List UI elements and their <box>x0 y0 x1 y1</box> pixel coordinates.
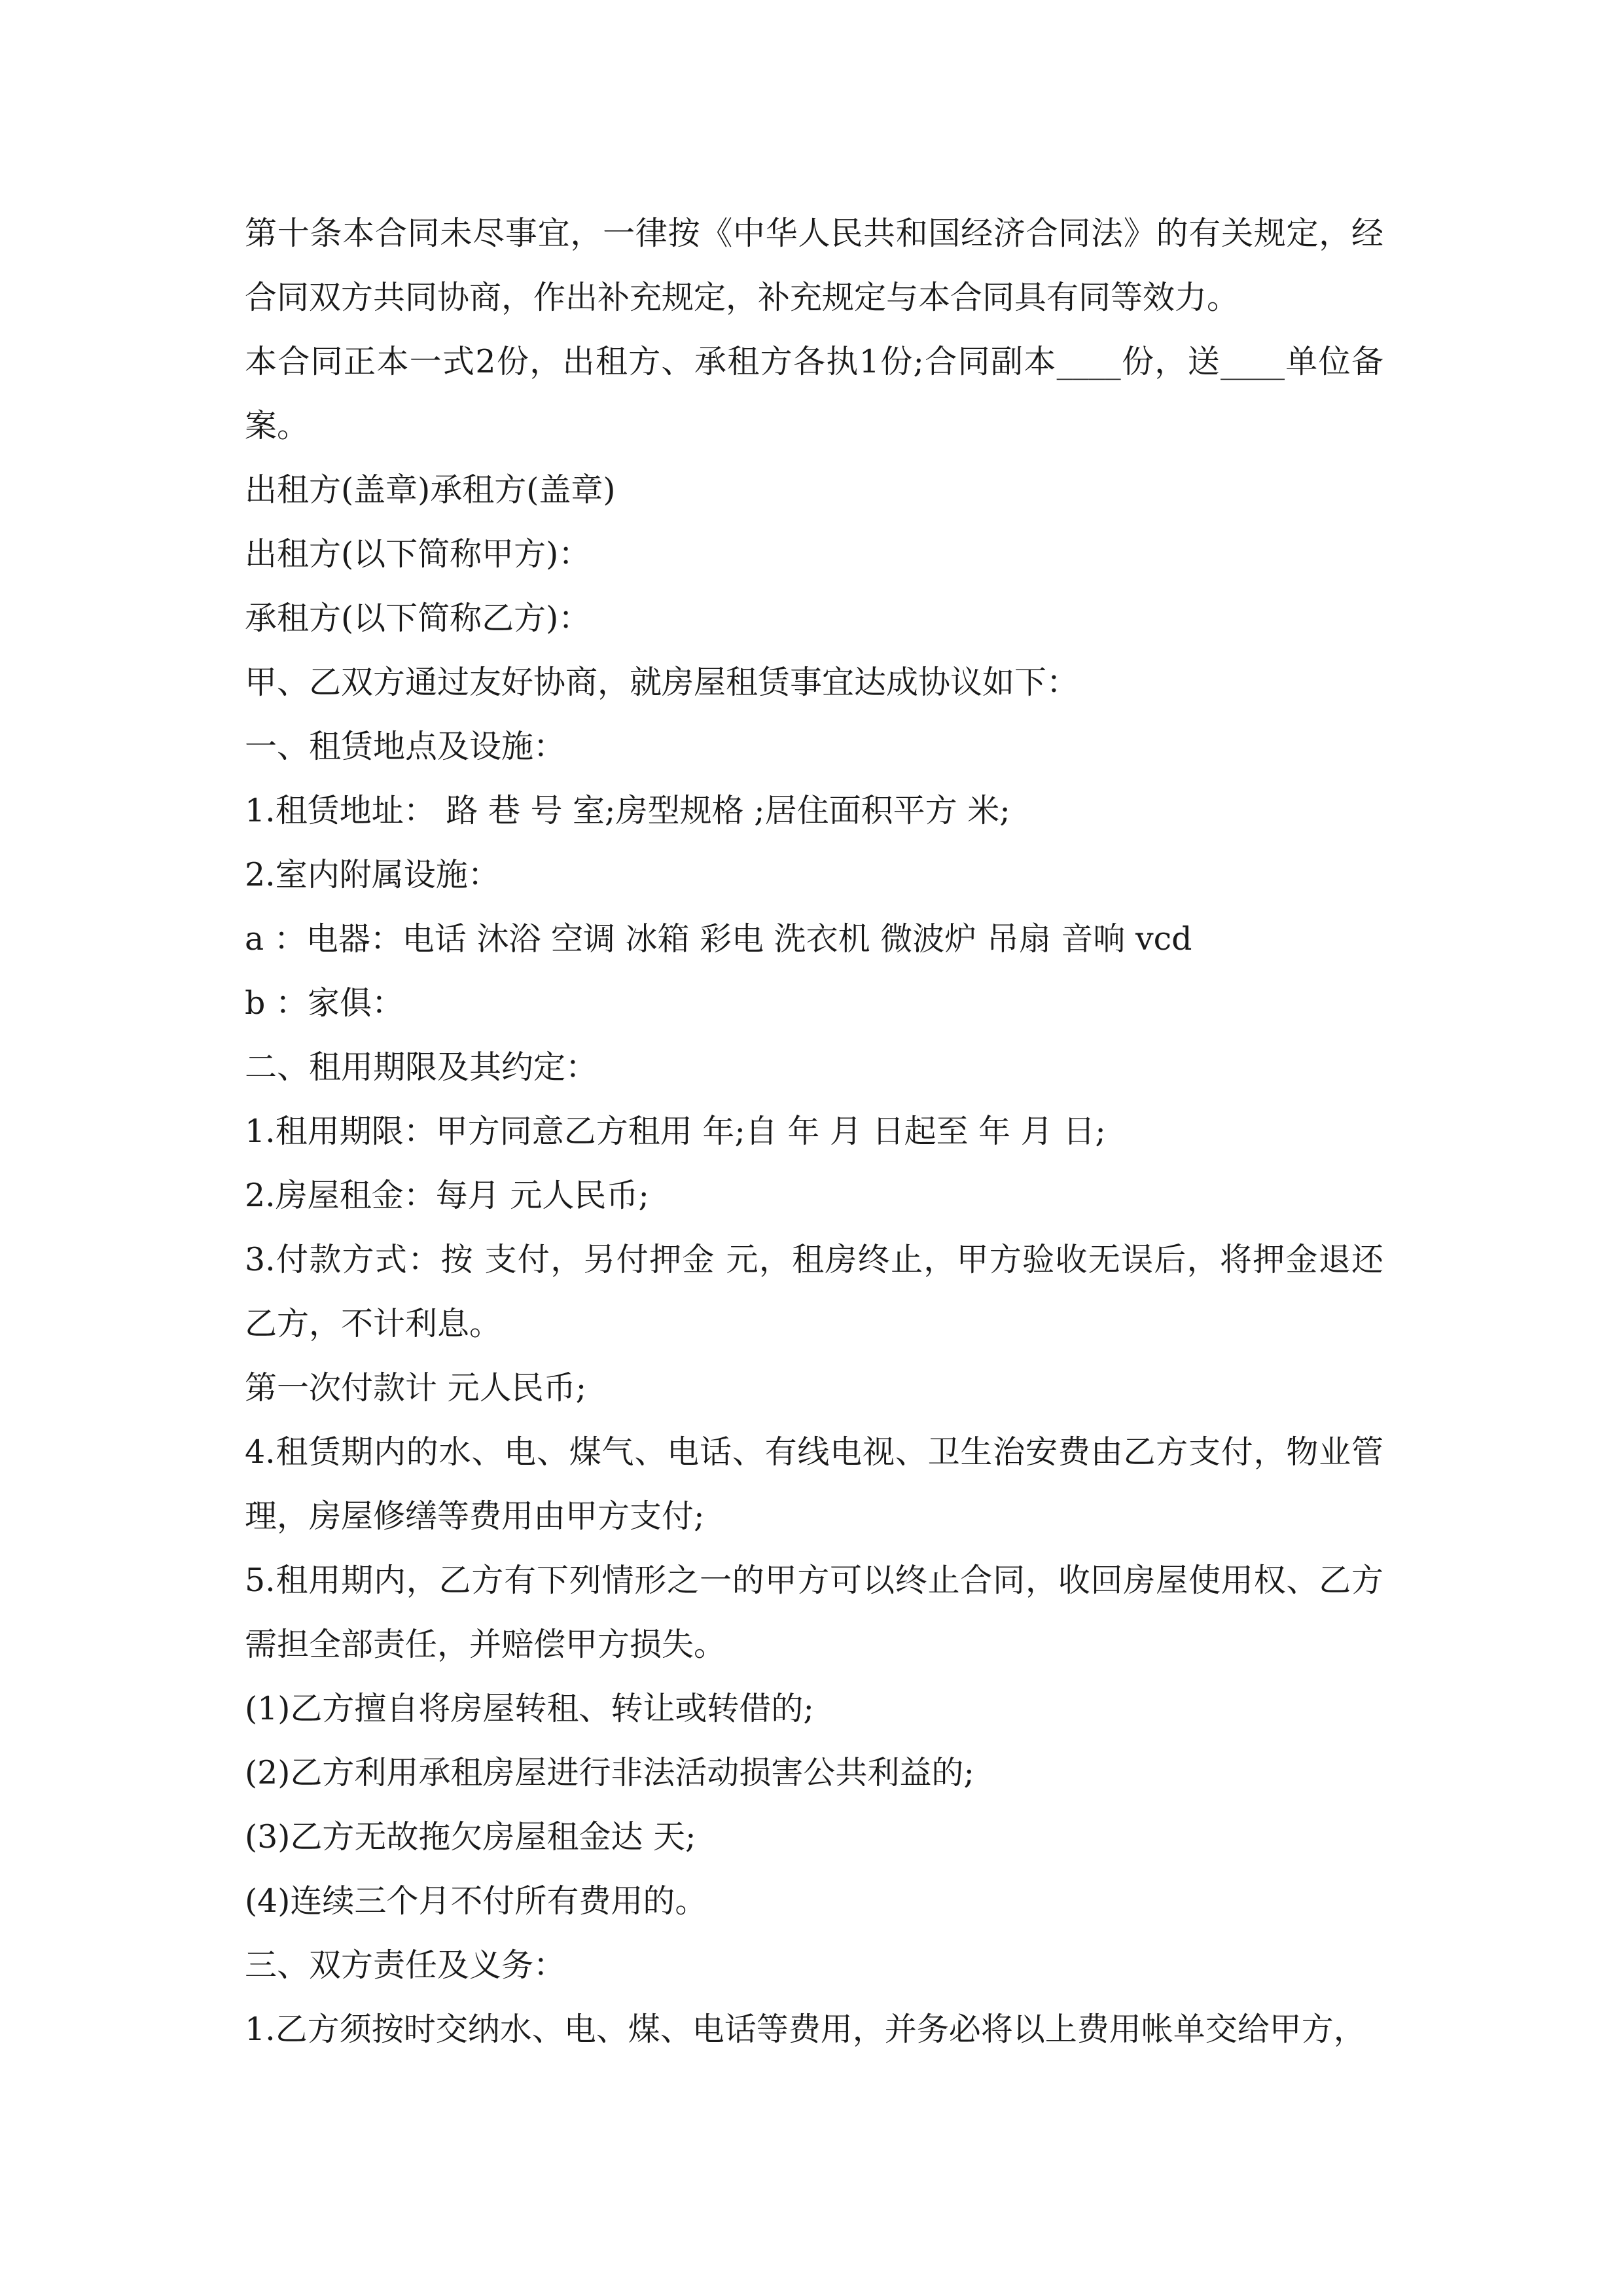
paragraph-address: 1.租赁地址： 路 巷 号 室;房型规格 ;居住面积平方 米; <box>245 792 1010 829</box>
paragraph-agreement-intro: 甲、乙双方通过友好协商，就房屋租赁事宜达成协议如下： <box>245 664 1079 701</box>
paragraph-utilities: 4.租赁期内的水、电、煤气、电话、有线电视、卫生治安费由乙方支付，物业管理，房屋修缮等费用由甲方支付; <box>245 1433 1383 1535</box>
paragraph-condition-2: (2)乙方利用承租房屋进行非法活动损害公共利益的; <box>245 1754 974 1791</box>
paragraph-lessor: 出租方(以下简称甲方)： <box>245 535 591 573</box>
paragraph-term: 1.租用期限：甲方同意乙方租用 年;自 年 月 日起至 年 月 日; <box>245 1113 1106 1150</box>
paragraph-condition-1: (1)乙方擅自将房屋转租、转让或转借的; <box>245 1690 814 1727</box>
paragraph-termination: 5.租用期内，乙方有下列情形之一的甲方可以终止合同，收回房屋使用权、乙方需担全部责任，并赔偿甲方损失。 <box>245 1562 1383 1663</box>
contract-text <box>245 202 1383 2062</box>
paragraph-duty-1: 1.乙方须按时交纳水、电、煤、电话等费用，并务必将以上费用帐单交给甲方， <box>245 2011 1366 2048</box>
section-heading-term: 二、租用期限及其约定： <box>245 1049 598 1086</box>
section-heading-duties: 三、双方责任及义务： <box>245 1946 566 1984</box>
paragraph-seal-line: 出租方(盖章)承租方(盖章) <box>245 471 616 509</box>
paragraph-payment: 3.付款方式：按 支付，另付押金 元，租房终止，甲方验收无误后，将押金退还乙方，不计利息。 <box>245 1241 1383 1342</box>
paragraph-appliances: a ：电器：电话 沐浴 空调 冰箱 彩电 洗衣机 微波炉 吊扇 音响 vcd <box>245 920 1192 958</box>
paragraph-facilities: 2.室内附属设施： <box>245 856 500 893</box>
paragraph-condition-3: (3)乙方无故拖欠房屋租金达 天; <box>245 1818 696 1856</box>
paragraph-first-payment: 第一次付款计 元人民币; <box>245 1369 587 1407</box>
paragraph-article-ten: 第十条本合同未尽事宜，一律按《中华人民共和国经济合同法》的有关规定，经合同双方共同协商，作出补充规定，补充规定与本合同具有同等效力。 <box>245 215 1383 316</box>
section-heading-location: 一、租赁地点及设施： <box>245 728 566 765</box>
paragraph-rent: 2.房屋租金：每月 元人民币; <box>245 1177 649 1214</box>
paragraph-lessee: 承租方(以下简称乙方)： <box>245 600 591 637</box>
paragraph-furniture: b ：家俱： <box>245 984 404 1022</box>
paragraph-condition-4: (4)连续三个月不付所有费用的。 <box>245 1882 707 1920</box>
paragraph-copies: 本合同正本一式2份，出租方、承租方各执1份;合同副本____份，送____单位备案。 <box>245 343 1383 444</box>
